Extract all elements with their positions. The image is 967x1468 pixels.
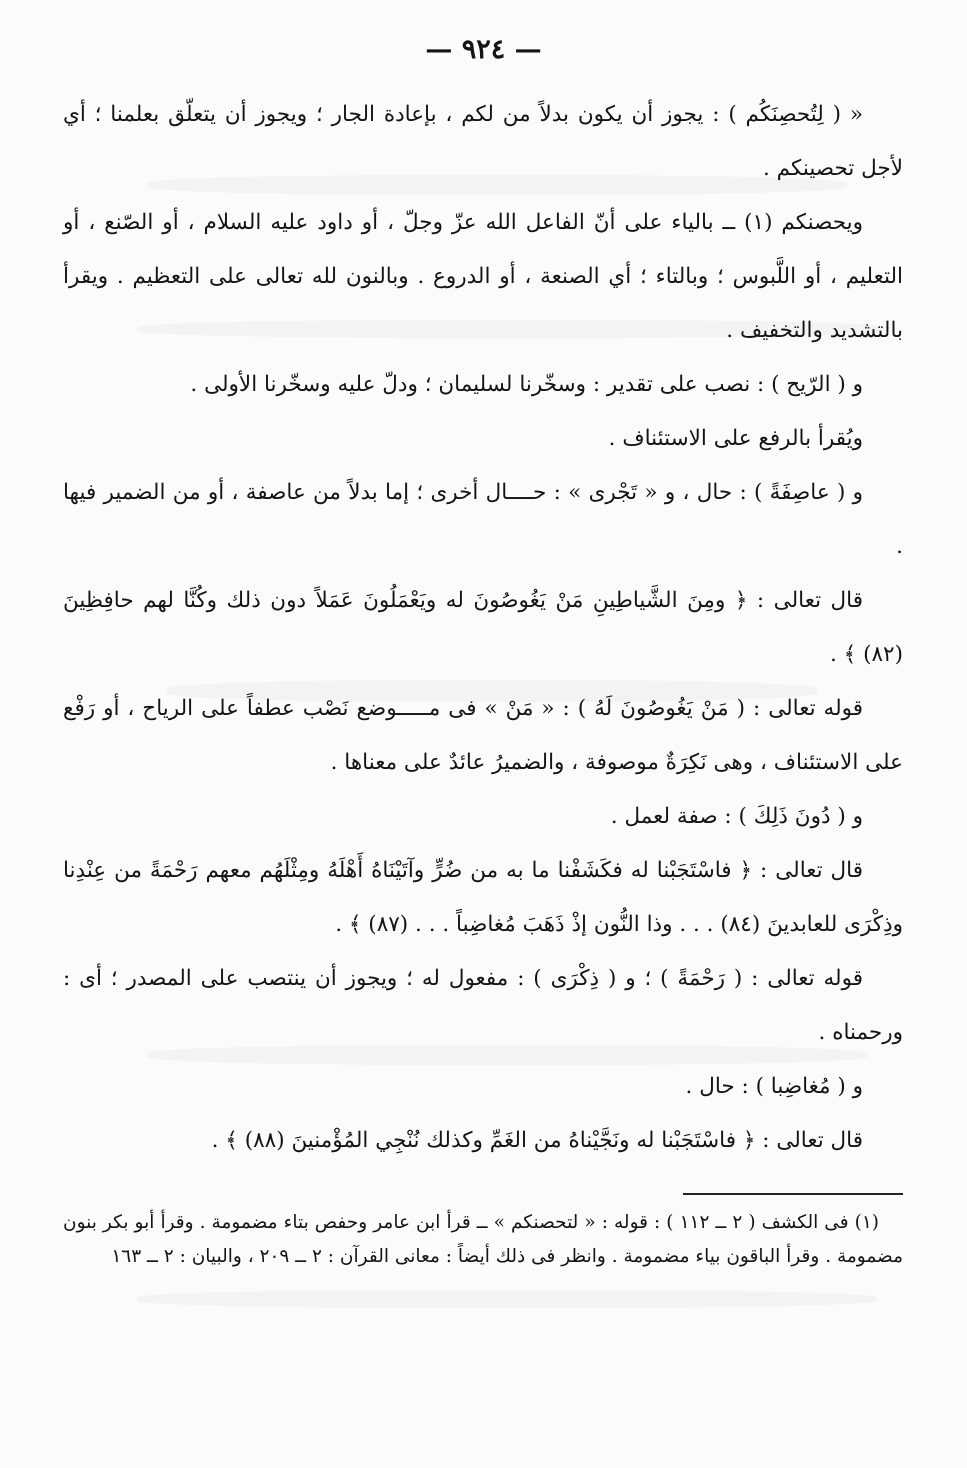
paragraph-rih: و ( الرّيح ) : نصب على تقدير : وسخّرنا لسليمان ؛ ودلّ عليه وسخّرنا الأولى . [190,372,863,397]
paragraph-rih-raf: ويُقرأ بالرفع على الاستئناف . [608,426,863,451]
footnote-separator [683,1193,903,1195]
verse-84-87: قال تعالى : ﴿ فاسْتَجَبْنا له فكَشَفْنا ما به من ضُرٍّ وآتَيْنَاهُ أَهْلَهُ ومِثْلَهُم معهم رَحْمَةً من عِنْدِنا وذِكْرَى للعابدينَ (٨٤) . . . وذا النُّون إذْ ذَهَبَ مُغاضِباً . . . (٨٧) ﴾ . [63,858,903,937]
paragraph-yuhsinakum-readings: ويحصنكم (١) ــ بالياء على أنّ الفاعل الله عزّ وجلّ ، أو داود عليه السلام ، أو الصّنع ، أو التعليم ، أو اللَّبوس ؛ وبالتاء ؛ أي الصنعة ، أو الدروع . وبالنون لله تعالى على التعظيم . ويقرأ بالتشديد والتخفيف . [63,210,903,343]
page-number: — ٩٢٤ — [425,34,542,65]
paragraph-tuhsinakum: « ( لِتُحصِنَكُم ) : يجوز أن يكون بدلاً من لكم ، بإعادة الجار ؛ ويجوز أن يتعلّق بعلمنا ؛ أي لأجل تحصينكم . [63,102,903,181]
main-text [63,88,903,1168]
footnote-1: (١) فى الكشف ( ٢ ــ ١١٢ ) : قوله : « لتحصنكم » ــ قرأ ابن عامر وحفص بتاء مضمومة . وقرأ أبو بكر بنون مضمومة . وقرأ الباقون بياء مضمومة . وانظر فى ذلك أيضاً : معانى القرآن : ٢ ــ ٢٠٩ ، والبيان : ٢ ــ ١٦٣ [63,1212,903,1267]
footnotes [63,1206,903,1274]
paragraph-man-yaghusun: قوله تعالى : ( مَنْ يَغُوصُونَ لَهُ ) : « مَنْ » فى مـــــوضع نَصْب عطفاً على الرياح ، أو رَفْع على الاستئناف ، وهى نَكِرَةٌ موصوفة ، والضميرُ عائدٌ على معناها . [63,696,903,775]
scan-noise [137,1290,877,1308]
paragraph-rahma-dhikra: قوله تعالى : ( رَحْمَةً ) ؛ و ( ذِكْرَى ) : مفعول له ؛ ويجوز أن ينتصب على المصدر ؛ أى : ورحمناه . [63,966,903,1045]
paragraph-mughadiban: و ( مُغاضِبا ) : حال . [685,1074,863,1099]
verse-82: قال تعالى : ﴿ ومِنَ الشَّياطِينِ مَنْ يَغُوصُونَ له ويَعْمَلُونَ عَمَلاً دون ذلك وكُنَّا لهم حافِظِينَ (٨٢) ﴾ . [63,588,903,667]
paragraph-asifa: و ( عاصِفَةً ) : حال ، و « تَجْرى » : حــــال أخرى ؛ إما بدلاً من عاصفة ، أو من الضمير فيها . [63,480,903,559]
verse-88: قال تعالى : ﴿ فاسْتَجَبْنا له ونَجَّيْناهُ من الغَمِّ وكذلك نُنْجِي المُؤْمنينَ (٨٨) ﴾ . [211,1128,863,1153]
paragraph-duna-dhalik: و ( دُونَ ذَلِكَ ) : صفة لعمل . [610,804,863,829]
